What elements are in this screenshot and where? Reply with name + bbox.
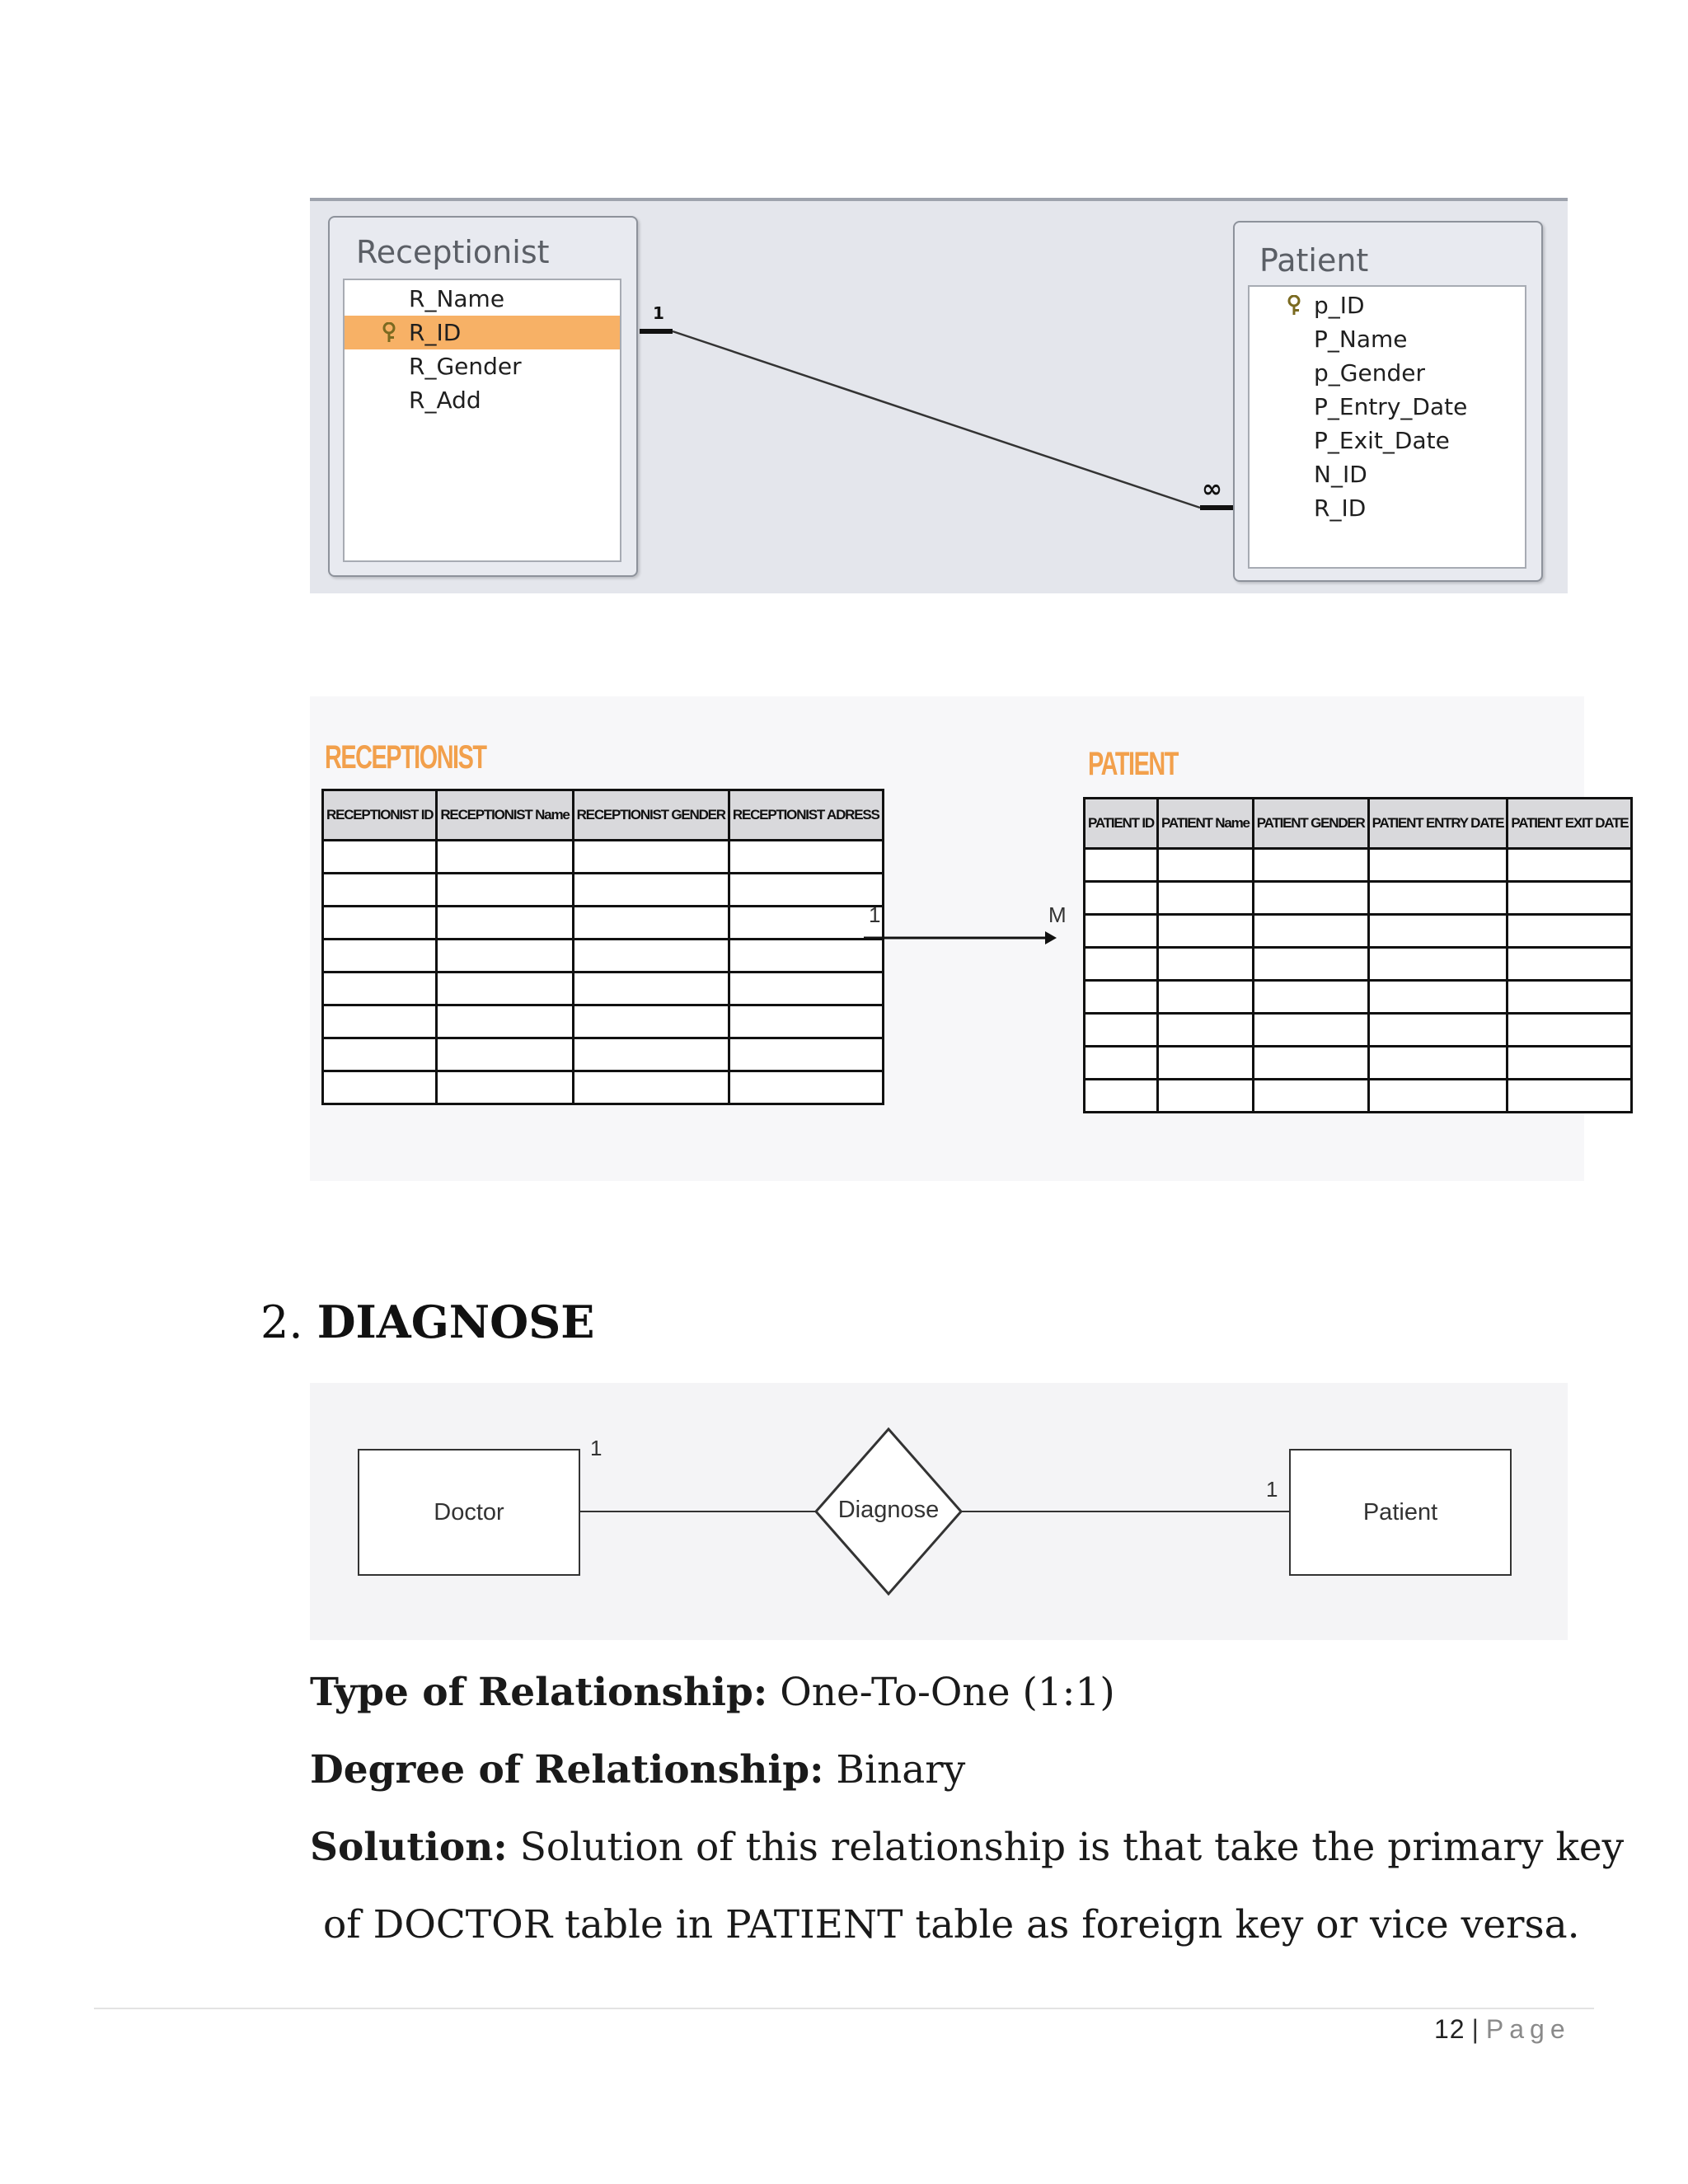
doctor-cardinality: 1 xyxy=(590,1436,603,1460)
field-name: P_Entry_Date xyxy=(1314,393,1468,420)
solution-text-line1: Solution of this relationship is that take the primary key xyxy=(519,1825,1625,1870)
patient-sketch-table xyxy=(1083,797,1633,1113)
one-cardinality-label: 1 xyxy=(653,303,664,323)
field-name: R_Name xyxy=(409,285,505,312)
type-label: Type of Relationship: xyxy=(310,1670,768,1715)
page-word: Page xyxy=(1485,2014,1571,2044)
degree-label: Degree of Relationship: xyxy=(310,1747,824,1793)
table-row xyxy=(1085,981,1632,1014)
column-header: RECEPTIONIST Name xyxy=(437,790,573,841)
table-row xyxy=(323,1005,884,1038)
solution-line xyxy=(310,1825,1624,1870)
table-sketch-figure xyxy=(310,696,1629,1181)
doctor-entity[interactable]: Doctor xyxy=(358,1449,580,1576)
table-row xyxy=(323,1071,884,1104)
patient-entity[interactable]: Patient xyxy=(1289,1449,1512,1576)
footer-separator: | xyxy=(1471,2014,1479,2044)
solution-label: Solution: xyxy=(310,1825,508,1870)
table-row xyxy=(1085,882,1632,915)
table-row xyxy=(1085,1014,1632,1047)
degree-value: Binary xyxy=(836,1747,966,1793)
receptionist-sketch-table xyxy=(321,789,884,1105)
page-number: 12 xyxy=(1434,2014,1465,2044)
section-title: DIAGNOSE xyxy=(316,1296,595,1348)
column-header: RECEPTIONIST ADRESS xyxy=(729,790,883,841)
column-header: RECEPTIONIST ID xyxy=(323,790,437,841)
receptionist-table-title: Receptionist xyxy=(356,234,550,270)
field-name: R_Add xyxy=(409,387,481,414)
field-name: p_Gender xyxy=(1314,359,1425,387)
field-name: P_Exit_Date xyxy=(1314,427,1450,454)
table-row xyxy=(323,907,884,940)
table-row xyxy=(323,841,884,874)
table-row xyxy=(1085,948,1632,981)
table-row xyxy=(1085,1080,1632,1113)
one-to-many-arrow xyxy=(862,926,1060,950)
footer-divider xyxy=(94,2008,1594,2009)
er-diagram-figure xyxy=(310,1383,1568,1640)
access-relationship-figure xyxy=(310,198,1568,593)
field-name: p_ID xyxy=(1314,292,1365,319)
column-header: PATIENT ID xyxy=(1085,799,1158,849)
patient-cardinality: 1 xyxy=(1266,1477,1278,1502)
column-header: PATIENT Name xyxy=(1157,799,1253,849)
section-heading xyxy=(260,1296,594,1348)
table-row xyxy=(323,972,884,1005)
table-row xyxy=(323,1038,884,1071)
patient-sketch-title: PATIENT xyxy=(1088,746,1178,782)
diagnose-relationship-label[interactable]: Diagnose xyxy=(837,1497,940,1523)
page-footer xyxy=(1434,2014,1571,2045)
column-header: PATIENT EXIT DATE xyxy=(1507,799,1632,849)
receptionist-sketch-title: RECEPTIONIST xyxy=(325,739,486,776)
solution-continuation: of DOCTOR table in PATIENT table as foreign key or vice versa. xyxy=(323,1902,1580,1947)
table-row xyxy=(1085,849,1632,882)
field-name: R_ID xyxy=(409,319,462,346)
patient-table-title: Patient xyxy=(1259,242,1369,279)
field-name: P_Name xyxy=(1314,326,1408,353)
field-name: N_ID xyxy=(1314,461,1367,488)
relationship-degree-line xyxy=(310,1747,965,1793)
section-number: 2. xyxy=(260,1296,303,1348)
table-row xyxy=(323,874,884,907)
field-name: R_Gender xyxy=(409,353,522,380)
relationship-type-line xyxy=(310,1670,1115,1715)
table-row xyxy=(1085,1047,1632,1080)
column-header: RECEPTIONIST GENDER xyxy=(573,790,729,841)
arrow-to-label: M xyxy=(1048,902,1067,927)
table-row xyxy=(1085,915,1632,948)
type-value: One-To-One (1:1) xyxy=(780,1670,1115,1715)
relationship-line xyxy=(310,201,1568,597)
many-cardinality-label: ∞ xyxy=(1202,475,1222,504)
field-name: R_ID xyxy=(1314,494,1367,522)
arrow-from-label: 1 xyxy=(869,902,881,927)
column-header: PATIENT ENTRY DATE xyxy=(1368,799,1507,849)
table-row xyxy=(323,940,884,972)
column-header: PATIENT GENDER xyxy=(1253,799,1368,849)
